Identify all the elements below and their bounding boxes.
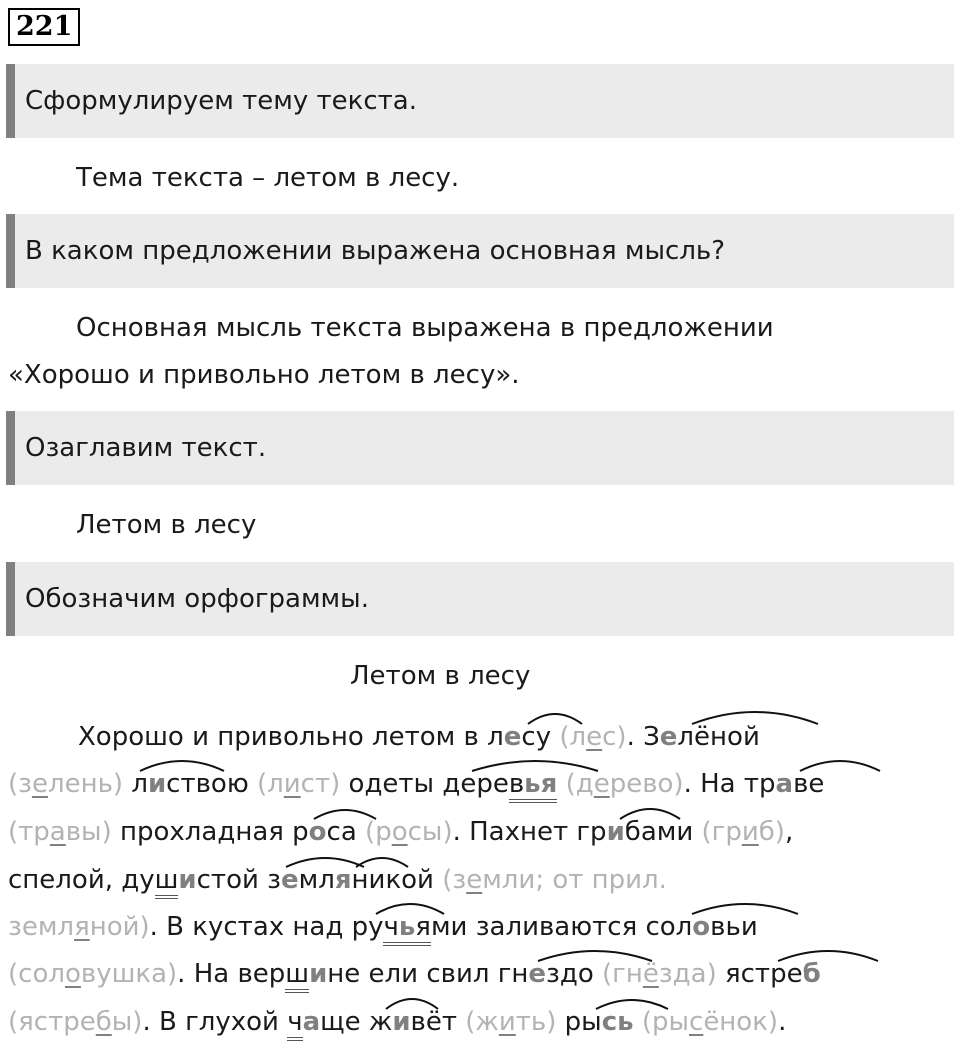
answer-2-line-2: «Хорошо и привольно летом в лесу». [8,360,520,390]
text-line-3: (травы) прохладная роса (росы). Пахнет грибами (гриб), [8,817,794,847]
text-line-1: Хорошо и привольно летом в лесу (лес). Зелёной [78,722,760,752]
text-line-7: (ястребы). В глухой чаще живёт (жить) рысь (рысёнок). [8,1004,786,1040]
exercise-number: 221 [8,8,80,46]
text-line-2: (зелень) листвою (лист) одеты деревья (дерево). На траве [8,766,824,802]
question-2: В каком предложении выражена основная мысль? [6,214,954,288]
question-4: Обозначим орфограммы. [6,562,954,636]
text-line-6: (соловушка). На вершине ели свил гнездо (гнёзда) ястреб [8,956,821,992]
answer-1: Тема текста – летом в лесу. [76,163,460,193]
text-line-4: спелой, душистой земляникой (земли; от прил. [8,862,667,898]
answer-3: Летом в лесу [76,510,257,540]
text-line-5: земляной). В кустах над ручьями заливаются соловьи [8,909,758,945]
question-3: Озаглавим текст. [6,411,954,485]
answer-2-line-1: Основная мысль текста выражена в предложении [76,313,774,343]
question-1: Сформулируем тему текста. [6,64,954,138]
text-title: Летом в лесу [350,661,531,691]
